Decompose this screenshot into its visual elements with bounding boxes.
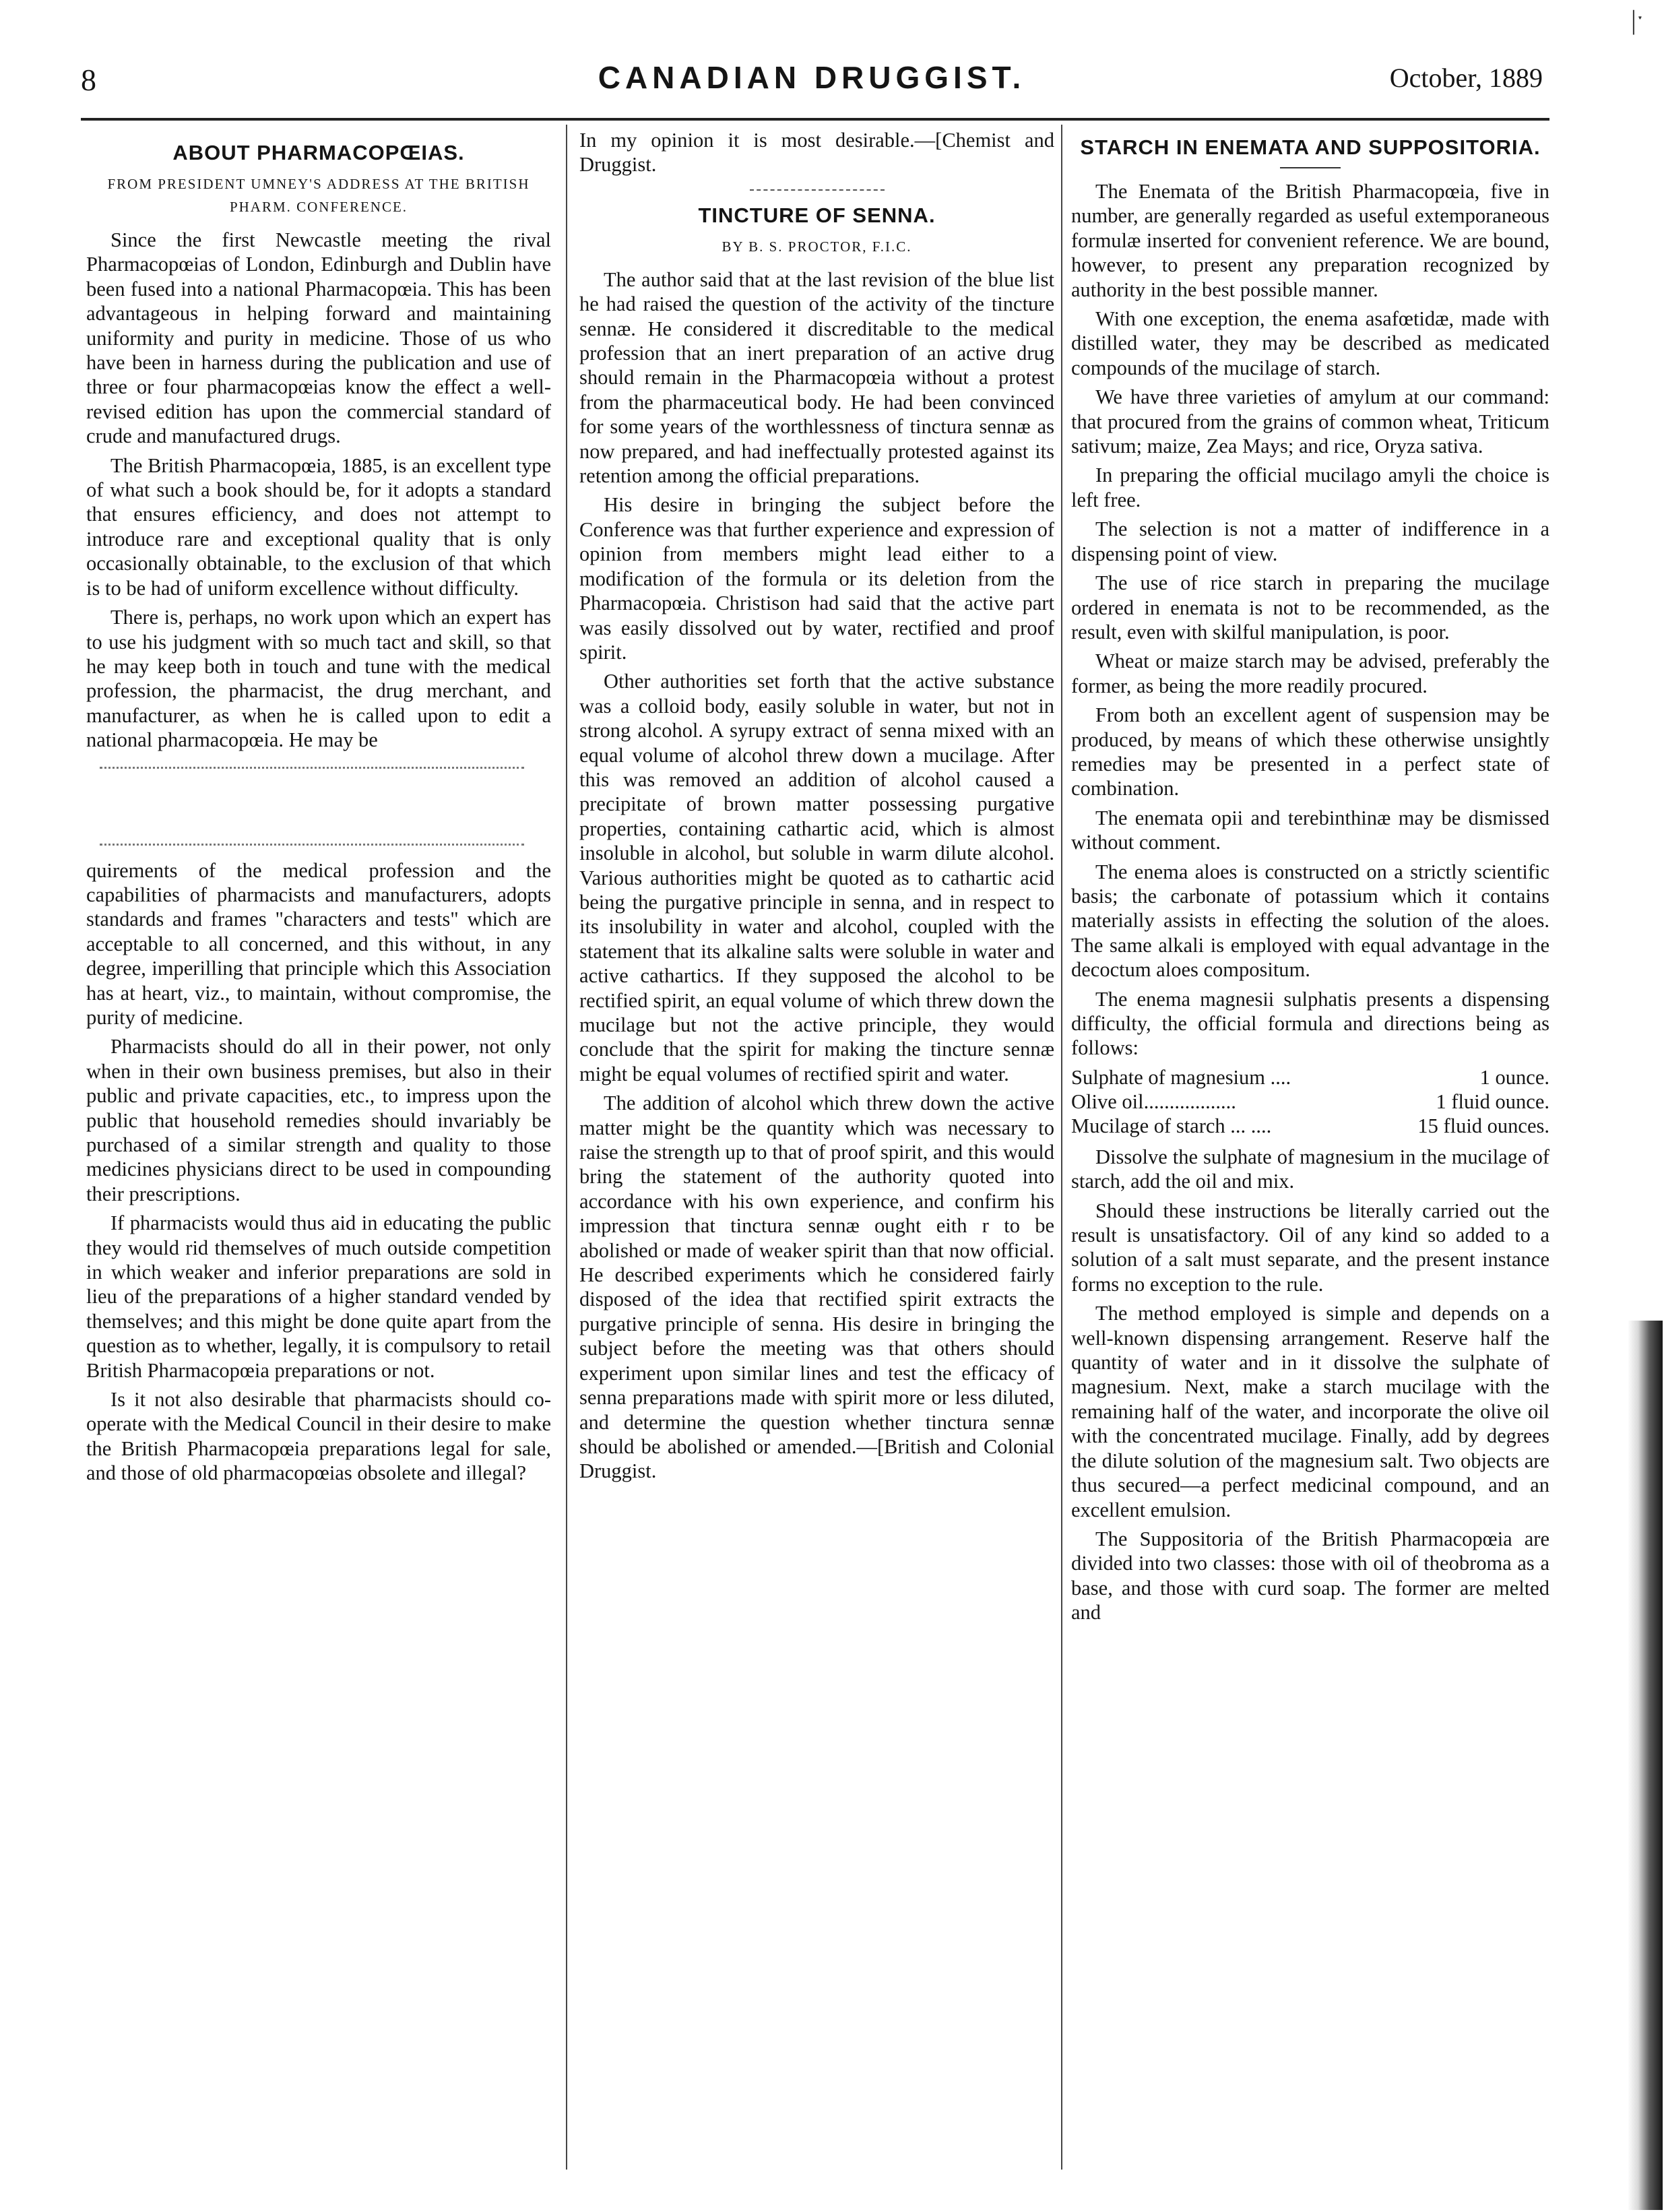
paragraph: Other authorities set forth that the active substance was a colloid body, easily soluble in water, but not in strong alcohol. A syrupy extract of senna mixed with an equal volume of alcohol threw down a mucilage. After this was removed an addition of alcohol caused a precipitate of brown matter possessing purgative properties, containing cathartic acid, which is almost insoluble in alcohol, but soluble in warm dilute alcohol. Various authorities might be quoted as to cathartic acid being the purgative principle in senna, and in respect to its insolubility in water and alcohol, coupled with the statement that its alkaline salts were soluble in water and active cathartics. If they supposed the alcohol to be rectified spirit, an equal volume of which threw down the mucilage but not the active principle, they would conclude that the spirit for making the tincture sennæ might be equal volumes of rectified spirit and water. bbox=[579, 670, 1054, 1085]
paragraph: quirements of the medical profession and the capabilities of pharmacists and manufacturers, adopts standards and frames "characters and tests" which are acceptable to all concerned, and this without, in any degree, imperilling that principle which this Association has at heart, viz., to maintain, without compromise, the purity of medicine. bbox=[86, 858, 551, 1029]
paragraph: We have three varieties of amylum at our command: that procured from the grains of common wheat, Triticum sativum; maize, Zea Mays; and rice, Oryza sativa. bbox=[1071, 385, 1549, 458]
article-title-pharmacopoeias: ABOUT PHARMACOPŒIAS. bbox=[172, 141, 465, 164]
paragraph: The use of rice starch in preparing the mucilage ordered in enemata is not to be recommended, as the result, even with skilful manipulation, is poor. bbox=[1071, 571, 1549, 643]
masthead bbox=[74, 47, 1549, 101]
recipe-quantity: 1 ounce. bbox=[1479, 1065, 1549, 1089]
column-rule-1 bbox=[566, 125, 567, 2170]
paragraph: The Suppositoria of the British Pharmacopœia are divided into two classes: those with oil of theobroma as a base, and those with curd soap. The former are melted and bbox=[1071, 1527, 1549, 1624]
article-title-senna: TINCTURE OF SENNA. bbox=[698, 203, 936, 227]
smudged-line-top bbox=[100, 767, 524, 769]
paragraph: The selection is not a matter of indifference in a dispensing point of view. bbox=[1071, 517, 1549, 565]
column-1 bbox=[86, 128, 551, 1490]
paragraph: Dissolve the sulphate of magnesium in the mucilage of starch, add the oil and mix. bbox=[1071, 1145, 1549, 1193]
paragraph: His desire in bringing the subject before the Conference was that further experience and expression of opinion from members might lead either to a modification of the formula or its deletion from the Pharmacopœia. Christison had said that the active part was easily dissolved out by water, rectified and proof spirit. bbox=[579, 493, 1054, 664]
newspaper-title: CANADIAN DRUGGIST. bbox=[598, 60, 1026, 95]
paragraph: The method employed is simple and depends on a well-known dispensing arrangement. Reserve half the quantity of water and in it dissolve the sulphate of magnesium. Next, make a starch mucilage with the remaining half of the water, and incorporate the olive oil with the concentrated mucilage. Finally, add by degrees the dilute solution of the magnesium salt. Two objects are thus secured—a perfect medicinal compound, and an excellent emulsion. bbox=[1071, 1302, 1549, 1521]
byline-pharmacopoeias: FROM PRESIDENT UMNEY'S ADDRESS AT THE BRITISH PHARM. CONFERENCE. bbox=[107, 176, 530, 215]
paragraph: Since the first Newcastle meeting the rival Pharmacopœias of London, Edinburgh and Dublin have been fused into a national Pharmacopœia. This has been advantageous in helping forward and maintaining uniformity and purity in medicine. Those of us who have been in harness during the publication and use of three or four pharmacopœias know the effect a well-revised edition has upon the commercial standard of crude and manufactured drugs. bbox=[86, 228, 551, 448]
paragraph: With one exception, the enema asafœtidæ, made with distilled water, they may be described as medicated compounds of the mucilage of starch. bbox=[1071, 307, 1549, 379]
paragraph: The British Pharmacopœia, 1885, is an excellent type of what such a book should be, for it adopts a standard that ensures efficiency, and does not attempt to introduce rare and exceptional quality that is only occasionally obtainable, to the exclusion of that which is to be had of uniform excellence without difficulty. bbox=[86, 453, 551, 600]
recipe-ingredient: Sulphate of magnesium .... bbox=[1071, 1065, 1291, 1089]
paragraph: In preparing the official mucilago amyli the choice is left free. bbox=[1071, 464, 1549, 511]
recipe-quantity: 1 fluid ounce. bbox=[1436, 1089, 1549, 1113]
recipe-ingredient: Mucilage of starch ... .... bbox=[1071, 1114, 1272, 1137]
paragraph: Wheat or maize starch may be advised, preferably the former, as being the more readily procured. bbox=[1071, 650, 1549, 697]
paragraph: The Enemata of the British Pharmacopœia, five in number, are generally regarded as useful extemporaneous formulæ inserted for convenient reference. We are bound, however, to present any preparation recognized by authority in the best possible manner. bbox=[1071, 180, 1549, 301]
paragraph: Is it not also desirable that pharmacists should co-operate with the Medical Council in their desire to make the British Pharmacopœia preparations legal for sale, and those of old pharmacopœias obsolete and illegal? bbox=[86, 1388, 551, 1485]
paragraph: The enema magnesii sulphatis presents a dispensing difficulty, the official formula and directions being as follows: bbox=[1071, 987, 1549, 1060]
byline-senna: BY B. S. PROCTOR, F.I.C. bbox=[722, 238, 912, 255]
recipe-row bbox=[1071, 1065, 1549, 1089]
paragraph: The enema aloes is constructed on a strictly scientific basis; the carbonate of potassium which it contains materially assists in effecting the solution of the aloes. The same alkali is employed with equal advantage in the decoctum aloes compositum. bbox=[1071, 860, 1549, 982]
recipe-table bbox=[1071, 1065, 1549, 1138]
recipe-row bbox=[1071, 1114, 1549, 1138]
page-number: 8 bbox=[81, 63, 96, 97]
paragraph: From both an excellent agent of suspension may be produced, by means of which these otherwise unsightly remedies may be presented in a perfect state of combination. bbox=[1071, 703, 1549, 800]
article-title-starch: STARCH IN ENEMATA AND SUPPOSITORIA. bbox=[1080, 135, 1541, 159]
recipe-row bbox=[1071, 1089, 1549, 1114]
column-3 bbox=[1071, 128, 1549, 1630]
paragraph: Pharmacists should do all in their power, not only when in their own business premises, but also in their public and private capacities, etc., to impress upon the public that household remedies should invariably be purchased of a similar strength and quality to those medicines physicians direct to be used in compounding their prescriptions. bbox=[86, 1035, 551, 1205]
paragraph: The author said that at the last revision of the blue list he had raised the question of the activity of the tincture sennæ. He considered it discreditable to the medical profession that an inert preparation of an active drug should remain in the Pharmacopœia without a protest from the pharmaceutical body. He had been convinced for some years of the worthlessness of tinctura sennæ as now prepared, and had ineffectually protested against its retention among the official preparations. bbox=[579, 267, 1054, 488]
paragraph: If pharmacists would thus aid in educating the public they would rid themselves of much outside competition in which weaker and inferior preparations are sold in lieu of the preparations of a higher standard vended by themselves; and this might be done quite apart from the question as to whether, legally, it is compulsory to retail British Pharmacopœia preparations or not. bbox=[86, 1211, 551, 1382]
damaged-print-gap bbox=[86, 757, 551, 858]
paragraph: There is, perhaps, no work upon which an expert has to use his judgment with so much tact and skill, so that he may keep both in touch and tune with the medical profession, the pharmacist, the drug merchant, and manufacturer, as when he is called upon to edit a national pharmacopœia. He may be bbox=[86, 606, 551, 752]
paragraph: Should these instructions be literally carried out the result is unsatisfactory. Oil of any kind so added to a solution of a salt must separate, and the present instance forms no exception to the rule. bbox=[1071, 1199, 1549, 1296]
corner-mark: |ˑ bbox=[1630, 5, 1644, 35]
recipe-ingredient: Olive oil.................. bbox=[1071, 1089, 1236, 1113]
column-rule-2 bbox=[1061, 125, 1062, 2170]
paragraph: The addition of alcohol which threw down the active matter might be the quantity which was necessary to raise the strength up to that of proof spirit, and this would bring the statement of the authority quoted into accordance with his own experience, and confirm his impression that tinctura sennæ ought eith r to be abolished or made of weaker spirit than that now official. He described experiments which he considered fairly disposed of the idea that rectified spirit extracts the purgative principle of senna. His desire in bringing the subject before the meeting was that others should experiment upon similar lines and test the efficacy of senna preparations made with spirit more or less diluted, and determine the question whether tinctura sennæ should be abolished or amended.—[British and Colonial Druggist. bbox=[579, 1092, 1054, 1483]
section-divider bbox=[750, 189, 885, 191]
smudged-line-bottom bbox=[100, 844, 524, 846]
column-2 bbox=[579, 128, 1054, 1488]
issue-date: October, 1889 bbox=[1389, 63, 1543, 93]
header-rule bbox=[81, 118, 1549, 121]
title-rule bbox=[1280, 167, 1341, 168]
paragraph: The enemata opii and terebinthinæ may be dismissed without comment. bbox=[1071, 806, 1549, 854]
paragraph-continuation: In my opinion it is most desirable.—[Chemist and Druggist. bbox=[579, 129, 1054, 177]
recipe-quantity: 15 fluid ounces. bbox=[1417, 1114, 1549, 1137]
scan-edge-shadow bbox=[1628, 1321, 1663, 2210]
